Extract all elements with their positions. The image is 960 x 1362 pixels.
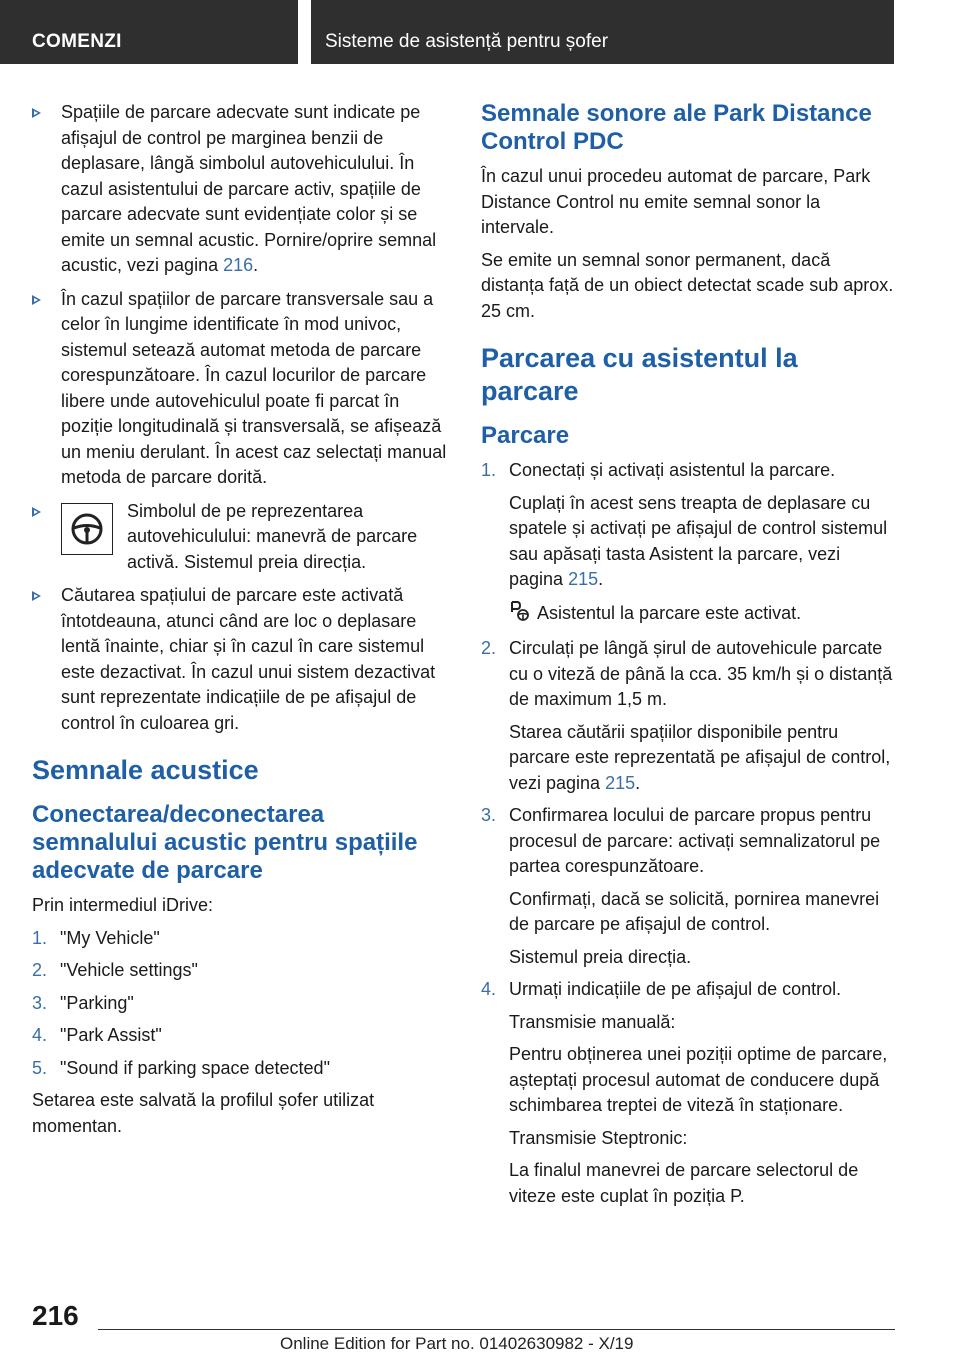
step-text: Urmați indicațiile de pe afișajul de control. [509,979,842,999]
chapter-tab [311,0,894,64]
section-label: COMENZI [32,31,122,52]
step-text: "Park Assist" [60,1025,162,1045]
page-link[interactable]: 216 [223,255,254,275]
step-number: 5. [32,1057,48,1078]
list-item [32,991,450,1017]
step-number: 3. [481,805,497,825]
step-number: 2. [32,960,48,980]
list-item [32,287,450,491]
step-number: 4. [32,1025,48,1045]
list-item [32,100,450,279]
intro-text: Prin intermediul iDrive: [32,895,214,915]
bullet-text: Spațiile de parcare adecvate sunt indicate pe afișajul de control pe marginea benzii de deplasare, lângă simbolul autovehiculului. În cazul asistentului de parcare activ, spațiile de parcare adecvate sunt evidențiate color și se emite un semnal acustic. Pornire/oprire semnal acustic, vezi pagina [61,102,437,275]
step-detail: La finalul manevrei de parcare selectorul de viteze este cuplat în poziția P. [509,1160,859,1206]
list-item [32,1023,450,1049]
triangle-bullet-icon [32,295,41,305]
step-detail [481,491,895,593]
list-item [481,977,895,1003]
step-number: 1. [481,460,497,480]
step-text: "Parking" [60,992,134,1013]
list-item [32,583,450,736]
paragraph: În cazul unui procedeu automat de parcare, Park Distance Control nu emite semnal sonor la intervale. [481,166,871,237]
period: . [598,569,604,589]
heading-conectare-semnal: Conectarea/deconectarea semnalului acustic pentru spațiile adecvate de parcare [32,801,418,884]
step-text: "Vehicle settings" [60,960,198,980]
step-detail [481,600,895,630]
bullet-text: Simbolul de pe reprezentarea autovehiculului: manevră de parcare activă. Sistemul preia direcția. [127,500,418,572]
period: . [635,772,641,793]
list-item [481,636,895,713]
step-number: 3. [32,992,48,1013]
step-detail: Transmisie manuală: [509,1011,676,1032]
list-item [481,458,895,484]
step-detail: Confirmați, dacă se solicită, pornirea manevrei de parcare pe afișajul de control. [509,888,880,934]
step-text: Circulați pe lângă șirul de autovehicule parcate cu o viteză de până la cca. 35 km/h și o distanță de maximum 1,5 m. [509,638,893,709]
heading-pdc: Semnale sonore ale Park Distance Control PDC [481,100,872,155]
bullet-text: Căutarea spațiului de parcare este activată întotdeauna, atunci când are loc o deplasare lentă înainte, chiar și în cazul în care sistemul este dezactivat. În cazul unui sistem dezactivat sunt reprezentate indicațiile de pe afișajul de control în culoarea gri. [61,585,436,733]
triangle-bullet-icon [32,591,41,601]
page-number: 216 [32,1300,79,1331]
section-tab [0,0,298,64]
step-text: "My Vehicle" [60,927,160,948]
triangle-bullet-icon [32,108,41,118]
footer-divider [98,1329,895,1330]
chapter-title: Sisteme de asistență pentru șofer [325,31,609,52]
paragraph: Se emite un semnal sonor permanent, dacă distanța față de un obiect detectat scade sub aprox. 25 cm. [481,249,894,321]
list-item [32,958,450,984]
list-item [32,499,450,576]
step-text: "Sound if parking space detected" [60,1057,330,1078]
step-text: Confirmarea locului de parcare propus pentru procesul de parcare: activați semnalizatorul pe partea corespunzătoare. [509,805,881,876]
outro-text: Setarea este salvată la profilul șofer utilizat momentan. [32,1090,375,1136]
page-link[interactable]: 215 [605,772,636,793]
list-item [481,803,895,880]
left-column [32,100,450,1146]
step-number: 4. [481,979,497,999]
step-number: 2. [481,638,497,658]
detail-text: Asistentul la parcare este activat. [537,602,802,623]
step-detail: Pentru obținerea unei poziții optime de parcare, așteptați procesul automat de conducere după schimbarea treptei de viteză în staționare. [509,1044,888,1115]
triangle-bullet-icon [32,507,41,517]
detail-text: Cuplați în acest sens treapta de deplasare cu spatele și activați pe afișajul de control sistemul sau apăsați tasta Asistent la parcare, vezi pagina [509,492,888,589]
steering-wheel-icon [61,503,113,555]
step-number: 1. [32,927,48,948]
heading-parcarea: Parcarea cu asistentul la parcare [481,343,798,406]
edition-note: Online Edition for Part no. 01402630982 - X/19 [280,1334,634,1353]
park-assist-icon [509,600,531,630]
bullet-tail: . [253,255,259,275]
detail-text: Starea căutării spațiilor disponibile pentru parcare este reprezentată pe afișajul de control, vezi pagina [509,721,891,793]
heading-parcare: Parcare [481,422,570,449]
step-detail: Sistemul preia direcția. [509,946,692,967]
heading-semnale-acustice: Semnale acustice [32,755,259,785]
list-item [32,1056,450,1082]
step-detail [481,720,895,797]
step-text: Conectați și activați asistentul la parcare. [509,460,836,480]
bullet-text: În cazul spațiilor de parcare transversale sau a celor în lungime identificate în mod univoc, sistemul setează automat metoda de parcare corespunzătoare. În cazul locurilor de parcare libere unde autovehiculul poate fi parcat în poziție longitudinală și transversală, se afișează un meniu derulant. În acest caz selectați manual metoda de parcare dorită. [61,288,447,487]
step-detail: Transmisie Steptronic: [509,1127,688,1148]
list-item [32,926,450,952]
page-link[interactable]: 215 [568,569,599,589]
right-column [481,100,895,1216]
